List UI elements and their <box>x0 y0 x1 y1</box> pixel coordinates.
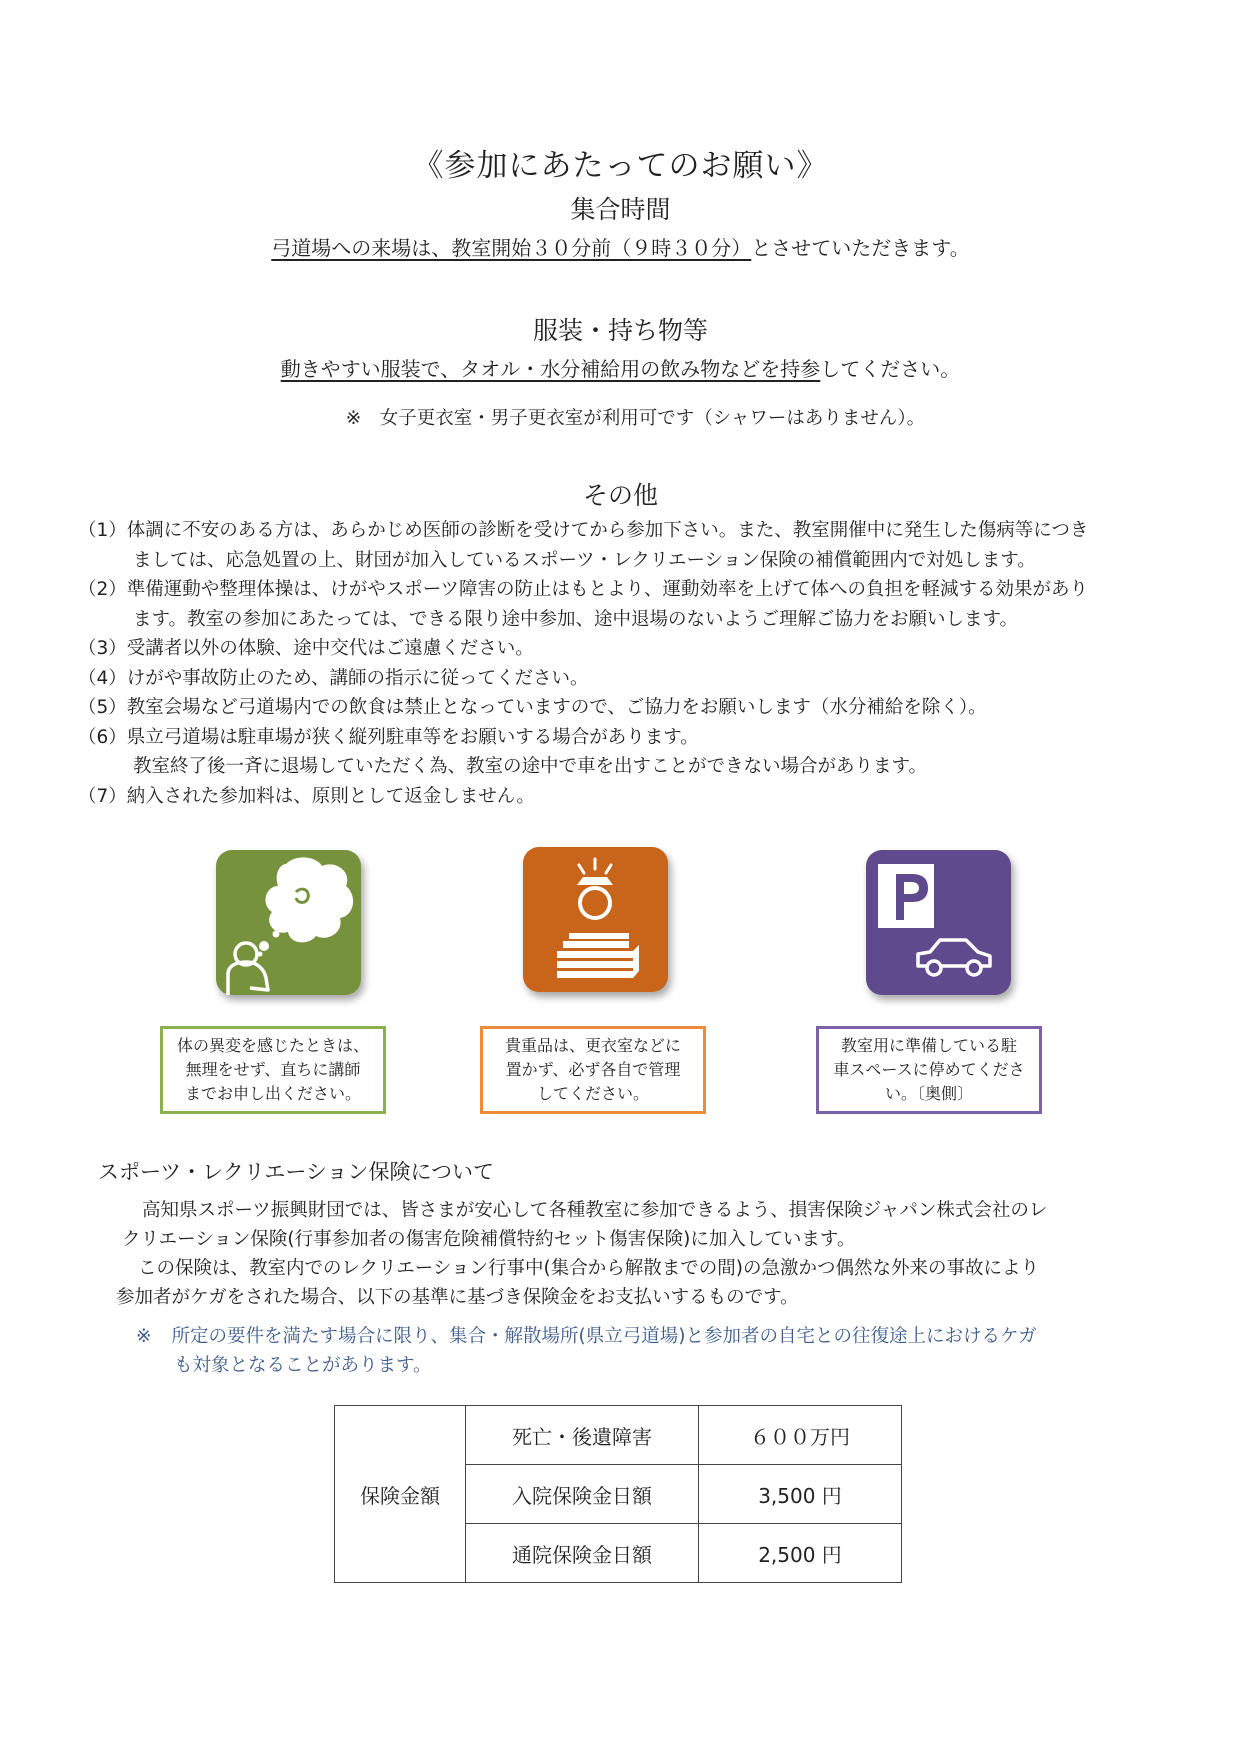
table-cell-amount: 2,500 円 <box>699 1524 902 1583</box>
gathering-text-underlined: 弓道場への来場は、教室開始３０分前（９時３０分） <box>271 236 752 260</box>
table-row <box>335 1406 902 1465</box>
list-item <box>78 575 1188 634</box>
item-number: （6） <box>78 726 127 748</box>
parking-caption: 教室用に準備している駐 車スペースに停めてくださ い。〔奥側〕 <box>816 1026 1042 1114</box>
page-title: 《参加にあたってのお願い》 <box>412 148 829 184</box>
item-number: （3） <box>78 638 127 659</box>
insurance-amount-label: 保険金額 <box>335 1406 466 1583</box>
note-line: 所定の要件を満たす場合に限り、集合・解散場所(県立弓道場)と参加者の自宅との往復途上におけるケガ <box>171 1326 1037 1347</box>
table-cell-item: 死亡・後遺障害 <box>466 1406 699 1465</box>
item-text: けがや事故防止のため、講師の指示に従ってください。 <box>126 667 589 689</box>
health-icon <box>216 850 361 995</box>
other-list <box>78 516 1188 811</box>
table-cell-item: 入院保険金日額 <box>466 1465 699 1524</box>
list-item <box>78 693 1188 723</box>
insurance-table <box>334 1405 902 1583</box>
valuables-caption: 貴重品は、更衣室などに 置かず、必ず各自で管理 してください。 <box>480 1026 706 1114</box>
para-line: 高知県スポーツ振興財団では、皆さまが安心して各種教室に参加できるよう、損害保険ジャパン株式会社のレ <box>142 1200 1048 1221</box>
clothing-note: ※ 女子更衣室・男子更衣室が利用可です（シャワーはありません）。 <box>345 408 926 429</box>
para-line: 参加者がケガをされた場合、以下の基準に基づき保険金をお支払いするものです。 <box>116 1287 799 1308</box>
clothing-text-underlined: 動きやすい服装で、タオル・水分補給用の飲み物などを持参 <box>280 357 821 381</box>
clothing-heading: 服装・持ち物等 <box>532 316 708 345</box>
insurance-note <box>136 1322 1176 1380</box>
gathering-heading: 集合時間 <box>570 195 671 224</box>
insurance-heading: スポーツ・レクリエーション保険について <box>98 1160 495 1184</box>
valuables-icon <box>523 847 668 992</box>
item-text: 準備運動や整理体操は、けがやスポーツ障害の防止はもとより、運動効率を上げて体への負担を軽減する効果があり <box>126 579 1089 600</box>
list-item <box>78 634 1188 664</box>
item-number: （1） <box>78 520 127 541</box>
item-text: 体調に不安のある方は、あらかじめ医師の診断を受けてから参加下さい。また、教室開催中に発生した傷病等につき <box>126 520 1089 541</box>
item-number: （7） <box>78 785 127 807</box>
gathering-text <box>0 232 1241 261</box>
item-continuation: 教室終了後一斉に退場していただく為、教室の途中で車を出すことができない場合があります。 <box>133 756 928 777</box>
para-line: この保険は、教室内でのレクリエーション行事中(集合から解散までの間)の急激かつ偶然な外来の事故により <box>138 1258 1039 1279</box>
list-item <box>78 664 1188 694</box>
item-text: 受講者以外の体験、途中交代はご遠慮ください。 <box>126 638 534 659</box>
item-text: 教室会場など弓道場内での飲食は禁止となっていますので、ご協力をお願いします（水分補給を除く）。 <box>126 697 987 718</box>
health-caption: 体の異変を感じたときは、 無理をせず、直ちに講師 までお申し出ください。 <box>160 1026 386 1114</box>
list-item <box>78 782 1188 812</box>
parking-icon <box>866 850 1011 995</box>
note-mark: ※ <box>136 1326 152 1347</box>
other-heading: その他 <box>582 481 658 510</box>
table-cell-amount: 3,500 円 <box>699 1465 902 1524</box>
para-line: クリエーション保険(行事参加者の傷害危険補償特約セット傷害保険)に加入しています。 <box>122 1229 856 1250</box>
clothing-text <box>0 353 1241 382</box>
item-number: （2） <box>78 579 127 600</box>
item-continuation: ましては、応急処置の上、財団が加入しているスポーツ・レクリエーション保険の補償範囲内で対処します。 <box>133 549 1036 571</box>
list-item <box>78 723 1188 782</box>
item-number: （5） <box>78 697 127 718</box>
gathering-text-rest: とさせていただきます。 <box>751 236 970 260</box>
list-item <box>78 516 1188 575</box>
clothing-text-rest: してください。 <box>820 357 961 381</box>
item-continuation: ます。教室の参加にあたっては、できる限り途中参加、途中退場のないようご理解ご協力をお願いします。 <box>133 608 1019 630</box>
insurance-paragraph-1 <box>114 1196 1174 1254</box>
item-text: 県立弓道場は駐車場が狭く縦列駐車等をお願いする場合があります。 <box>126 726 699 748</box>
note-line: も対象となることがあります。 <box>174 1355 432 1376</box>
table-cell-amount: ６００万円 <box>699 1406 902 1465</box>
item-text: 納入された参加料は、原則として返金しません。 <box>126 785 535 807</box>
insurance-paragraph-2 <box>116 1254 1176 1312</box>
item-number: （4） <box>78 667 127 689</box>
table-cell-item: 通院保険金日額 <box>466 1524 699 1583</box>
